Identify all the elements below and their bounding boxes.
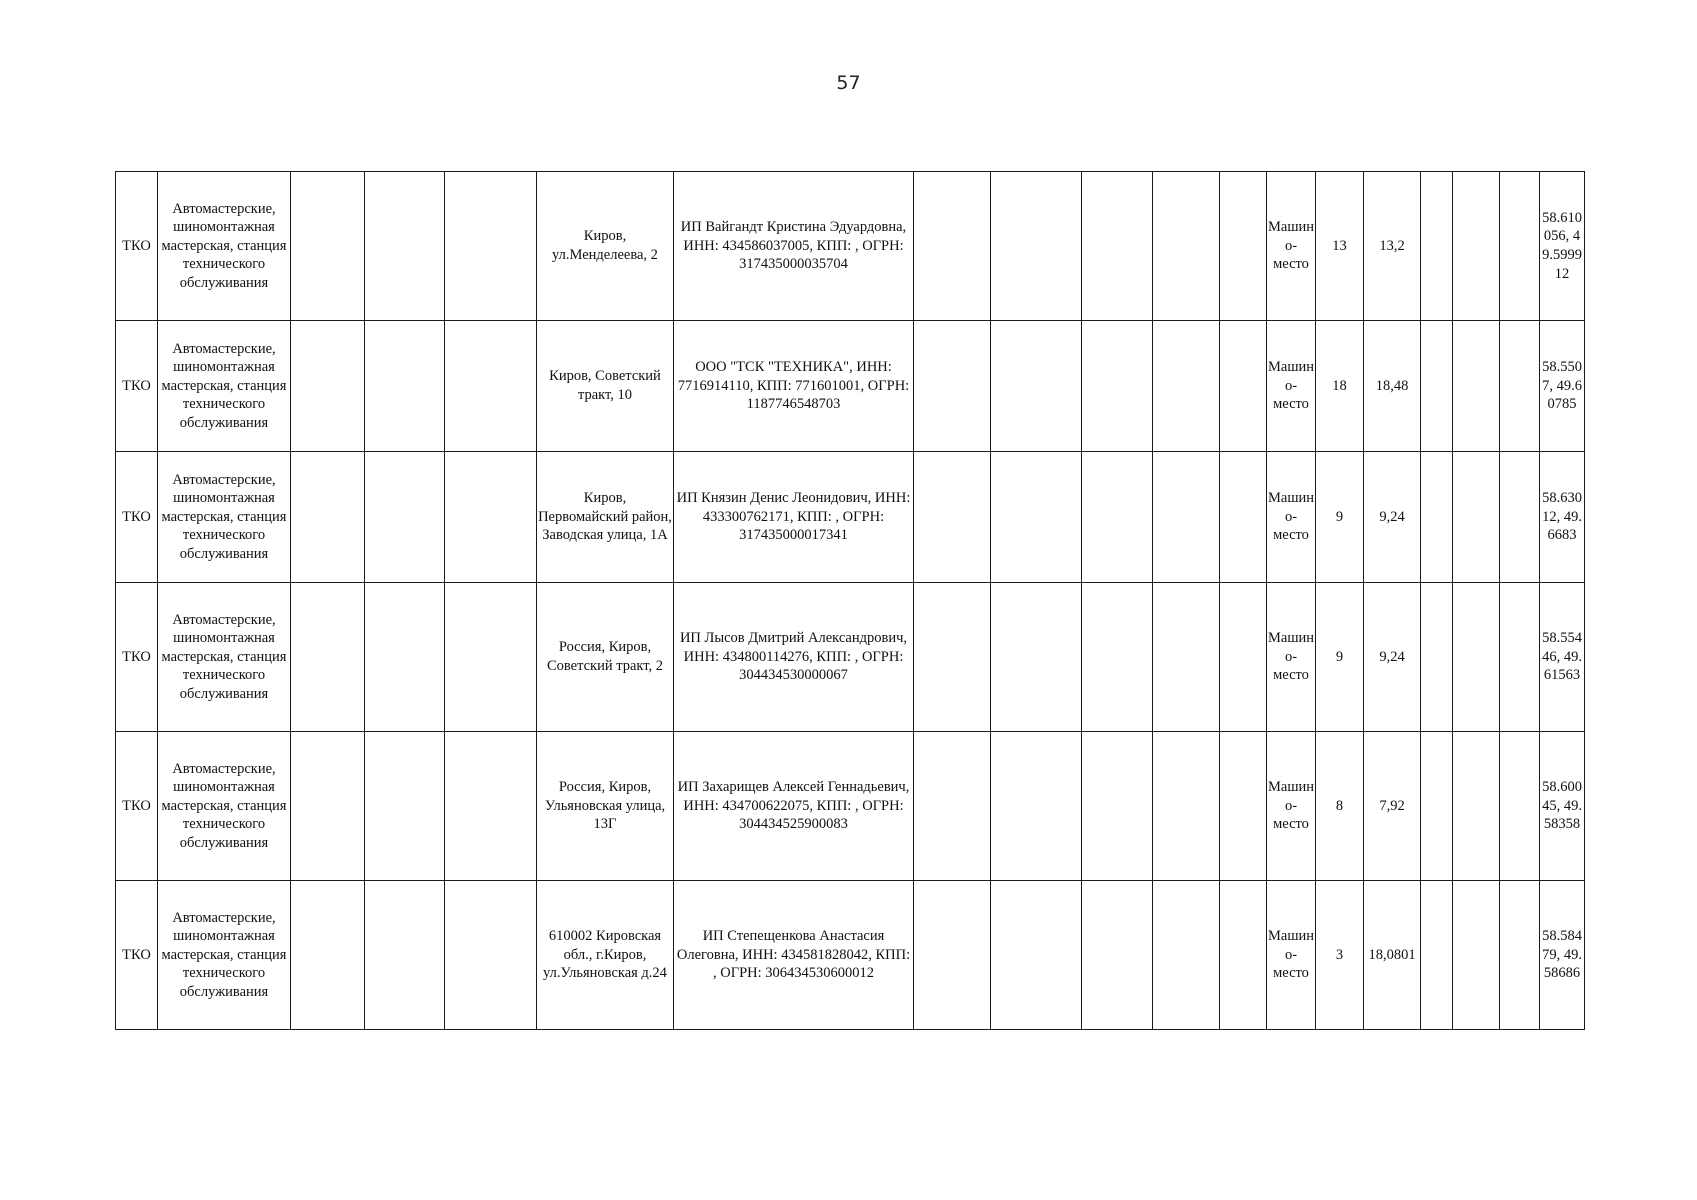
empty-cell bbox=[1153, 172, 1220, 321]
empty-cell bbox=[1421, 172, 1453, 321]
volume-cell: 9,24 bbox=[1364, 452, 1421, 583]
empty-cell bbox=[1082, 881, 1153, 1030]
waste-type-cell: ТКО bbox=[116, 732, 158, 881]
volume-cell: 18,48 bbox=[1364, 321, 1421, 452]
table-row bbox=[116, 452, 1585, 583]
empty-cell bbox=[1153, 452, 1220, 583]
empty-cell bbox=[445, 321, 537, 452]
empty-cell bbox=[291, 732, 365, 881]
empty-cell bbox=[914, 172, 991, 321]
address-cell: Россия, Киров, Ульяновская улица, 13Г bbox=[537, 732, 674, 881]
unit-cell: Машино-место bbox=[1267, 172, 1316, 321]
organization-cell: ИП Захарищев Алексей Геннадьевич, ИНН: 434700622075, КПП: , ОГРН: 304434525900083 bbox=[674, 732, 914, 881]
empty-cell bbox=[1421, 452, 1453, 583]
volume-cell: 13,2 bbox=[1364, 172, 1421, 321]
object-category-cell: Автомастерские, шиномонтажная мастерская, станция технического обслуживания bbox=[158, 583, 291, 732]
coordinates-cell: 58.58479, 49.58686 bbox=[1540, 881, 1585, 1030]
organization-cell: ИП Князин Денис Леонидович, ИНН: 433300762171, КПП: , ОГРН: 317435000017341 bbox=[674, 452, 914, 583]
object-category-cell: Автомастерские, шиномонтажная мастерская, станция технического обслуживания bbox=[158, 172, 291, 321]
coordinates-cell: 58.610056, 49.599912 bbox=[1540, 172, 1585, 321]
empty-cell bbox=[1500, 172, 1540, 321]
empty-cell bbox=[991, 452, 1082, 583]
address-cell: Киров, Советский тракт, 10 bbox=[537, 321, 674, 452]
empty-cell bbox=[1453, 732, 1500, 881]
coordinates-cell: 58.5507, 49.60785 bbox=[1540, 321, 1585, 452]
volume-cell: 7,92 bbox=[1364, 732, 1421, 881]
empty-cell bbox=[1153, 881, 1220, 1030]
unit-cell: Машино-место bbox=[1267, 881, 1316, 1030]
empty-cell bbox=[365, 881, 445, 1030]
empty-cell bbox=[445, 583, 537, 732]
empty-cell bbox=[1500, 452, 1540, 583]
page-number: 57 bbox=[836, 72, 861, 94]
empty-cell bbox=[445, 172, 537, 321]
quantity-cell: 8 bbox=[1316, 732, 1364, 881]
empty-cell bbox=[1453, 583, 1500, 732]
quantity-cell: 13 bbox=[1316, 172, 1364, 321]
address-cell: Киров, Первомайский район, Заводская улица, 1А bbox=[537, 452, 674, 583]
empty-cell bbox=[1082, 732, 1153, 881]
organization-cell: ИП Вайгандт Кристина Эдуардовна, ИНН: 434586037005, КПП: , ОГРН: 317435000035704 bbox=[674, 172, 914, 321]
empty-cell bbox=[291, 452, 365, 583]
waste-type-cell: ТКО bbox=[116, 172, 158, 321]
empty-cell bbox=[1153, 321, 1220, 452]
empty-cell bbox=[1500, 881, 1540, 1030]
empty-cell bbox=[291, 881, 365, 1030]
volume-cell: 18,0801 bbox=[1364, 881, 1421, 1030]
table-row bbox=[116, 172, 1585, 321]
address-cell: Россия, Киров, Советский тракт, 2 bbox=[537, 583, 674, 732]
empty-cell bbox=[365, 321, 445, 452]
coordinates-cell: 58.63012, 49.6683 bbox=[1540, 452, 1585, 583]
quantity-cell: 18 bbox=[1316, 321, 1364, 452]
empty-cell bbox=[291, 172, 365, 321]
empty-cell bbox=[914, 583, 991, 732]
object-category-cell: Автомастерские, шиномонтажная мастерская, станция технического обслуживания bbox=[158, 321, 291, 452]
empty-cell bbox=[1220, 321, 1267, 452]
empty-cell bbox=[1220, 452, 1267, 583]
address-cell: Киров, ул.Менделеева, 2 bbox=[537, 172, 674, 321]
empty-cell bbox=[1082, 452, 1153, 583]
empty-cell bbox=[914, 452, 991, 583]
empty-cell bbox=[365, 732, 445, 881]
empty-cell bbox=[991, 321, 1082, 452]
address-cell: 610002 Кировская обл., г.Киров, ул.Ульяновская д.24 bbox=[537, 881, 674, 1030]
unit-cell: Машино-место bbox=[1267, 321, 1316, 452]
waste-type-cell: ТКО bbox=[116, 583, 158, 732]
empty-cell bbox=[445, 881, 537, 1030]
empty-cell bbox=[1220, 172, 1267, 321]
empty-cell bbox=[1421, 321, 1453, 452]
empty-cell bbox=[1500, 732, 1540, 881]
waste-type-cell: ТКО bbox=[116, 321, 158, 452]
empty-cell bbox=[914, 732, 991, 881]
table-row bbox=[116, 321, 1585, 452]
table-row bbox=[116, 583, 1585, 732]
waste-type-cell: ТКО bbox=[116, 452, 158, 583]
empty-cell bbox=[1421, 732, 1453, 881]
empty-cell bbox=[1082, 583, 1153, 732]
quantity-cell: 9 bbox=[1316, 583, 1364, 732]
empty-cell bbox=[991, 583, 1082, 732]
empty-cell bbox=[1082, 172, 1153, 321]
empty-cell bbox=[914, 881, 991, 1030]
organization-cell: ИП Степещенкова Анастасия Олеговна, ИНН: 434581828042, КПП: , ОГРН: 306434530600012 bbox=[674, 881, 914, 1030]
empty-cell bbox=[1421, 583, 1453, 732]
empty-cell bbox=[1453, 321, 1500, 452]
quantity-cell: 9 bbox=[1316, 452, 1364, 583]
empty-cell bbox=[1453, 452, 1500, 583]
empty-cell bbox=[991, 732, 1082, 881]
quantity-cell: 3 bbox=[1316, 881, 1364, 1030]
empty-cell bbox=[1500, 321, 1540, 452]
empty-cell bbox=[1453, 881, 1500, 1030]
unit-cell: Машино-место bbox=[1267, 452, 1316, 583]
empty-cell bbox=[1153, 732, 1220, 881]
object-category-cell: Автомастерские, шиномонтажная мастерская, станция технического обслуживания bbox=[158, 452, 291, 583]
coordinates-cell: 58.60045, 49.58358 bbox=[1540, 732, 1585, 881]
empty-cell bbox=[991, 172, 1082, 321]
empty-cell bbox=[365, 452, 445, 583]
empty-cell bbox=[445, 452, 537, 583]
unit-cell: Машино-место bbox=[1267, 732, 1316, 881]
volume-cell: 9,24 bbox=[1364, 583, 1421, 732]
table-row bbox=[116, 732, 1585, 881]
empty-cell bbox=[291, 583, 365, 732]
waste-sources-table bbox=[115, 171, 1585, 1030]
unit-cell: Машино-место bbox=[1267, 583, 1316, 732]
waste-type-cell: ТКО bbox=[116, 881, 158, 1030]
coordinates-cell: 58.55446, 49.61563 bbox=[1540, 583, 1585, 732]
empty-cell bbox=[365, 172, 445, 321]
empty-cell bbox=[445, 732, 537, 881]
organization-cell: ООО "ТСК "ТЕХНИКА", ИНН: 7716914110, КПП: 771601001, ОГРН: 1187746548703 bbox=[674, 321, 914, 452]
empty-cell bbox=[1082, 321, 1153, 452]
empty-cell bbox=[1421, 881, 1453, 1030]
organization-cell: ИП Лысов Дмитрий Александрович, ИНН: 434800114276, КПП: , ОГРН: 304434530000067 bbox=[674, 583, 914, 732]
object-category-cell: Автомастерские, шиномонтажная мастерская, станция технического обслуживания bbox=[158, 881, 291, 1030]
empty-cell bbox=[1220, 881, 1267, 1030]
empty-cell bbox=[914, 321, 991, 452]
object-category-cell: Автомастерские, шиномонтажная мастерская, станция технического обслуживания bbox=[158, 732, 291, 881]
table-row bbox=[116, 881, 1585, 1030]
empty-cell bbox=[1153, 583, 1220, 732]
empty-cell bbox=[1453, 172, 1500, 321]
empty-cell bbox=[1220, 583, 1267, 732]
empty-cell bbox=[991, 881, 1082, 1030]
empty-cell bbox=[365, 583, 445, 732]
empty-cell bbox=[1220, 732, 1267, 881]
empty-cell bbox=[291, 321, 365, 452]
empty-cell bbox=[1500, 583, 1540, 732]
